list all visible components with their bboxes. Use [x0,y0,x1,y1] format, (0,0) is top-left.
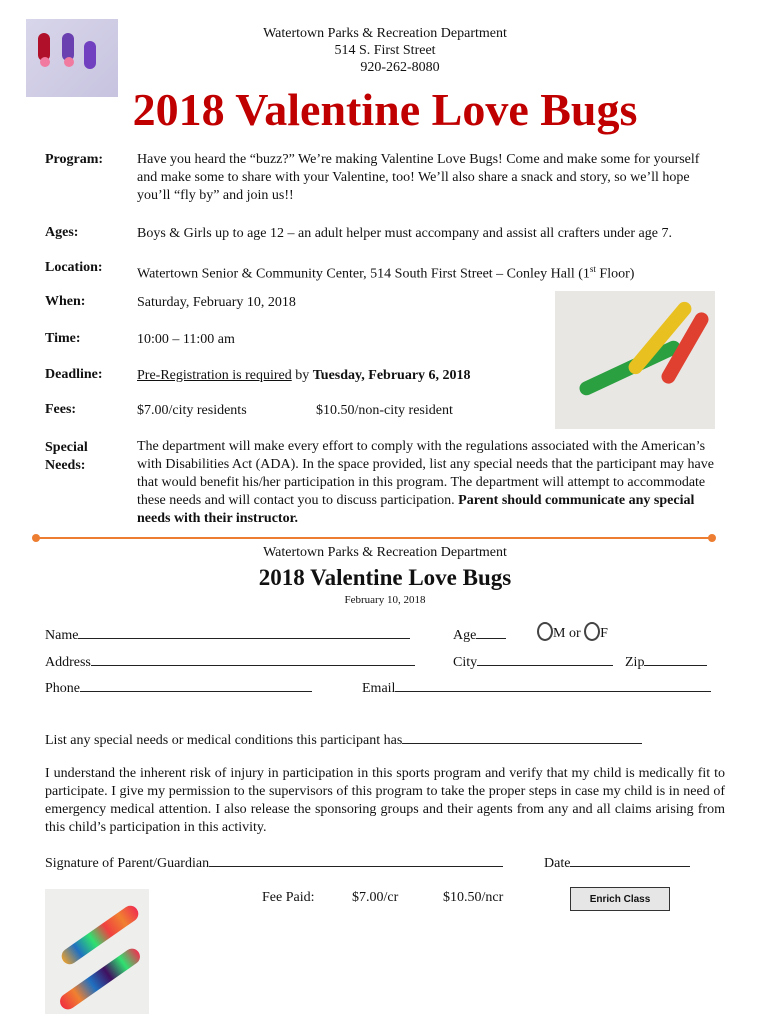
divider-dot-left [32,534,40,542]
when-text: Saturday, February 10, 2018 [137,295,296,310]
fees-label: Fees: [45,402,77,417]
clothespin-bugs-photo [45,889,149,1014]
location-text: Watertown Senior & Community Center, 514 South First Street – Conley Hall (1st Floor) [137,264,635,282]
waiver-text: I understand the inherent risk of injury in participation in this sports program and verify that my child is medically fit to participate. I give my permission to the supervisors of this program to take the proper steps in case my child is in need of emergency medical attention. I also release the sponsoring groups and their agents from any and all claims arising from this child’s participation in this activity. [45,766,725,835]
city-field[interactable]: City [453,653,613,671]
ages-text: Boys & Girls up to age 12 – an adult helper must accompany and assist all crafters under age 7. [137,226,672,241]
form-date: February 10, 2018 [344,594,426,606]
fee-city: $7.00/city residents [137,403,247,418]
radio-f[interactable] [584,622,600,641]
deadline-text: Pre-Registration is required by Tuesday, February 6, 2018 [137,368,471,383]
love-bugs-photo [555,291,715,429]
ages-label: Ages: [45,225,79,240]
time-text: 10:00 – 11:00 am [137,332,235,347]
when-label: When: [45,294,86,309]
zip-field[interactable]: Zip [625,653,707,671]
header-address: 514 S. First Street [334,43,436,58]
section-divider [36,537,712,539]
fee-cr: $7.00/cr [352,890,399,905]
special-needs-text: The department will make every effort to comply with the regulations associated with the American’s with Disabilities Act (ADA). In the space provided, list any special needs that the participant may have that would benefit his/her participation in this program. The department will attempt to accommodate these needs and will contact you to discuss participation. Parent should communicate any special needs with their instructor. [137,439,714,526]
fee-ncr: $10.50/ncr [443,890,504,905]
phone-field[interactable]: Phone [45,679,312,697]
program-text: Have you heard the “buzz?” We’re making Valentine Love Bugs! Come and make some for yourself and make some to share with your Valentine, too! We’ll also share a snack and story, so we’ll hope you’ll “fly by” and join us!! [137,152,700,203]
header-org: Watertown Parks & Recreation Department [263,26,507,41]
location-label: Location: [45,260,103,275]
email-field[interactable]: Email [362,679,711,697]
name-field[interactable]: Name [45,626,410,644]
enrich-class-button[interactable]: Enrich Class [570,887,670,911]
date-field[interactable]: Date [544,854,690,872]
header-phone: 920-262-8080 [360,60,440,75]
divider-dot-right [708,534,716,542]
form-title: 2018 Valentine Love Bugs [258,565,512,590]
address-field[interactable]: Address [45,653,415,671]
special-needs-field[interactable]: List any special needs or medical conditions this participant has [45,731,642,749]
pre-registration-link[interactable]: Pre-Registration is required [137,368,292,383]
age-field[interactable]: Age [453,626,506,644]
program-label: Program: [45,152,104,167]
page-title: 2018 Valentine Love Bugs [132,84,638,135]
signature-field[interactable]: Signature of Parent/Guardian [45,854,503,872]
fee-noncity: $10.50/non-city resident [316,403,453,418]
time-label: Time: [45,331,81,346]
special-needs-label: Special Needs: [45,440,88,473]
fee-paid-label: Fee Paid: [262,890,315,905]
gender-options: M or F [537,622,608,642]
radio-m[interactable] [537,622,553,641]
form-org: Watertown Parks & Recreation Department [263,545,507,560]
deadline-label: Deadline: [45,367,103,382]
